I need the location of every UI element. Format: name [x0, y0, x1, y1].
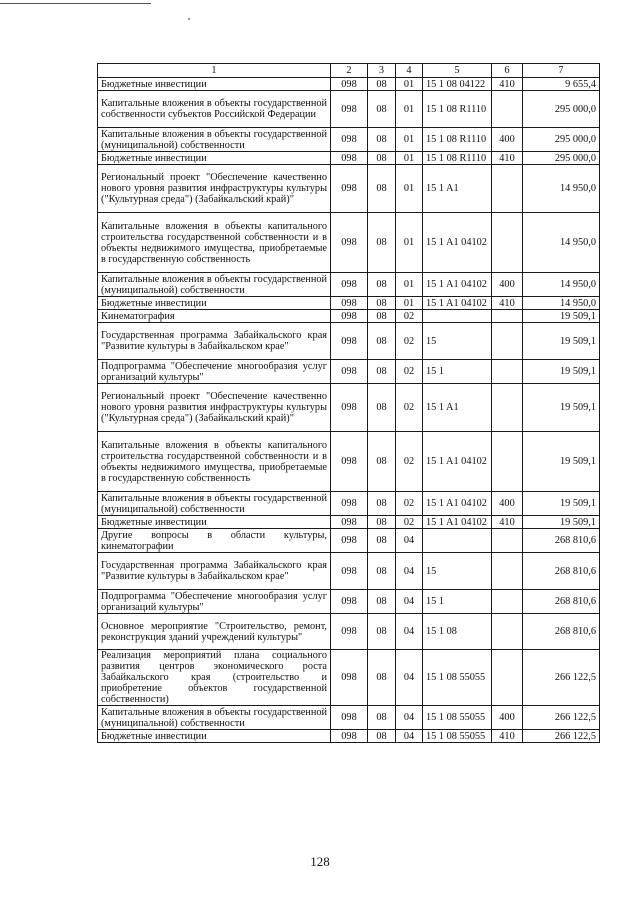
amount-cell: 268 810,6 — [523, 614, 600, 650]
target-article-cell: 15 1 A1 04102 — [423, 432, 492, 492]
target-article-cell: 15 1 A1 04102 — [423, 492, 492, 516]
expense-type-cell — [492, 650, 523, 706]
grbs-code-cell: 098 — [331, 492, 368, 516]
table-row — [98, 128, 600, 152]
expense-type-cell — [492, 384, 523, 432]
subsection-code-cell: 01 — [396, 165, 423, 213]
grbs-code-cell: 098 — [331, 516, 368, 529]
header-cell: 5 — [423, 64, 492, 78]
amount-cell: 268 810,6 — [523, 553, 600, 590]
grbs-code-cell: 098 — [331, 614, 368, 650]
row-name-cell: Бюджетные инвестиции — [98, 78, 331, 91]
grbs-code-cell: 098 — [331, 165, 368, 213]
table-row — [98, 590, 600, 614]
amount-cell: 266 122,5 — [523, 706, 600, 730]
amount-cell: 19 509,1 — [523, 384, 600, 432]
row-name-cell: Капитальные вложения в объекты государственной (муниципальной) собственности — [98, 492, 331, 516]
expense-type-cell — [492, 310, 523, 323]
table-row — [98, 384, 600, 432]
table-row — [98, 553, 600, 590]
table-row — [98, 310, 600, 323]
subsection-code-cell: 04 — [396, 706, 423, 730]
section-code-cell: 08 — [368, 91, 396, 128]
grbs-code-cell: 098 — [331, 297, 368, 310]
expense-type-cell — [492, 165, 523, 213]
expense-type-cell — [492, 323, 523, 360]
row-name-cell: Реализация мероприятий плана социального развития центров экономического роста Забайкальского края (строительство и приобретение объектов государственной собственности) — [98, 650, 331, 706]
amount-cell: 295 000,0 — [523, 91, 600, 128]
row-name-cell: Капитальные вложения в объекты государственной (муниципальной) собственности — [98, 273, 331, 297]
grbs-code-cell: 098 — [331, 323, 368, 360]
row-name-cell: Подпрограмма "Обеспечение многообразия услуг организаций культуры" — [98, 360, 331, 384]
section-code-cell: 08 — [368, 590, 396, 614]
section-code-cell: 08 — [368, 78, 396, 91]
expense-type-cell: 410 — [492, 297, 523, 310]
section-code-cell: 08 — [368, 492, 396, 516]
table-row — [98, 360, 600, 384]
subsection-code-cell: 04 — [396, 650, 423, 706]
subsection-code-cell: 01 — [396, 78, 423, 91]
target-article-cell: 15 1 08 R1110 — [423, 128, 492, 152]
table-row — [98, 91, 600, 128]
target-article-cell: 15 1 08 R1110 — [423, 152, 492, 165]
target-article-cell: 15 1 A1 04102 — [423, 273, 492, 297]
row-name-cell: Региональный проект "Обеспечение качественно нового уровня развития инфраструктуры культуры ("Культурная среда") (Забайкальский край)" — [98, 384, 331, 432]
subsection-code-cell: 04 — [396, 529, 423, 553]
expense-type-cell — [492, 529, 523, 553]
table-row — [98, 78, 600, 91]
subsection-code-cell: 04 — [396, 590, 423, 614]
subsection-code-cell: 04 — [396, 730, 423, 743]
table-row — [98, 529, 600, 553]
row-name-cell: Капитальные вложения в объекты капитального строительства государственной собственности и в объекты недвижимого имущества, приобретаемые в государственную собственность — [98, 432, 331, 492]
grbs-code-cell: 098 — [331, 360, 368, 384]
row-name-cell: Бюджетные инвестиции — [98, 730, 331, 743]
subsection-code-cell: 02 — [396, 360, 423, 384]
grbs-code-cell: 098 — [331, 590, 368, 614]
section-code-cell: 08 — [368, 213, 396, 273]
subsection-code-cell: 02 — [396, 384, 423, 432]
row-name-cell: Основное мероприятие "Строительство, ремонт, реконструкция зданий учреждений культуры" — [98, 614, 331, 650]
table-row — [98, 213, 600, 273]
table-row — [98, 432, 600, 492]
grbs-code-cell: 098 — [331, 730, 368, 743]
header-cell: 1 — [98, 64, 331, 78]
header-cell: 6 — [492, 64, 523, 78]
expense-type-cell: 400 — [492, 128, 523, 152]
amount-cell: 19 509,1 — [523, 492, 600, 516]
amount-cell: 9 655,4 — [523, 78, 600, 91]
row-name-cell: Капитальные вложения в объекты капитального строительства государственной собственности и в объекты недвижимого имущества, приобретаемые в государственную собственность — [98, 213, 331, 273]
expense-type-cell: 400 — [492, 492, 523, 516]
section-code-cell: 08 — [368, 273, 396, 297]
section-code-cell: 08 — [368, 432, 396, 492]
page-number: 128 — [310, 854, 330, 869]
grbs-code-cell: 098 — [331, 553, 368, 590]
section-code-cell: 08 — [368, 614, 396, 650]
expense-type-cell — [492, 590, 523, 614]
row-name-cell: Кинематография — [98, 310, 331, 323]
table-row — [98, 297, 600, 310]
section-code-cell: 08 — [368, 310, 396, 323]
expense-type-cell: 410 — [492, 152, 523, 165]
row-name-cell: Государственная программа Забайкальского края "Развитие культуры в Забайкальском крае" — [98, 323, 331, 360]
expense-type-cell — [492, 614, 523, 650]
section-code-cell: 08 — [368, 360, 396, 384]
row-name-cell: Бюджетные инвестиции — [98, 152, 331, 165]
row-name-cell: Другие вопросы в области культуры, кинематографии — [98, 529, 331, 553]
subsection-code-cell: 01 — [396, 213, 423, 273]
amount-cell: 19 509,1 — [523, 516, 600, 529]
table-row — [98, 273, 600, 297]
expense-type-cell — [492, 553, 523, 590]
expense-type-cell: 410 — [492, 78, 523, 91]
grbs-code-cell: 098 — [331, 384, 368, 432]
grbs-code-cell: 098 — [331, 310, 368, 323]
section-code-cell: 08 — [368, 152, 396, 165]
grbs-code-cell: 098 — [331, 128, 368, 152]
subsection-code-cell: 02 — [396, 516, 423, 529]
target-article-cell: 15 1 A1 04102 — [423, 516, 492, 529]
table-row — [98, 650, 600, 706]
section-code-cell: 08 — [368, 128, 396, 152]
grbs-code-cell: 098 — [331, 91, 368, 128]
target-article-cell: 15 1 A1 04102 — [423, 297, 492, 310]
header-cell: 3 — [368, 64, 396, 78]
row-name-cell: Региональный проект "Обеспечение качественно нового уровня развития инфраструктуры культуры ("Культурная среда") (Забайкальский край)" — [98, 165, 331, 213]
subsection-code-cell: 02 — [396, 323, 423, 360]
grbs-code-cell: 098 — [331, 273, 368, 297]
subsection-code-cell: 02 — [396, 432, 423, 492]
grbs-code-cell: 098 — [331, 650, 368, 706]
row-name-cell: Капитальные вложения в объекты государственной собственности субъектов Российской Федерации — [98, 91, 331, 128]
amount-cell: 266 122,5 — [523, 650, 600, 706]
target-article-cell: 15 1 — [423, 360, 492, 384]
amount-cell: 19 509,1 — [523, 323, 600, 360]
table-row — [98, 706, 600, 730]
amount-cell: 266 122,5 — [523, 730, 600, 743]
amount-cell: 19 509,1 — [523, 310, 600, 323]
target-article-cell: 15 — [423, 553, 492, 590]
table-row — [98, 165, 600, 213]
subsection-code-cell: 02 — [396, 492, 423, 516]
subsection-code-cell: 01 — [396, 128, 423, 152]
row-name-cell: Капитальные вложения в объекты государственной (муниципальной) собственности — [98, 706, 331, 730]
scan-speck — [188, 18, 190, 20]
section-code-cell: 08 — [368, 706, 396, 730]
amount-cell: 14 950,0 — [523, 213, 600, 273]
amount-cell: 14 950,0 — [523, 297, 600, 310]
target-article-cell: 15 1 08 R1110 — [423, 91, 492, 128]
section-code-cell: 08 — [368, 553, 396, 590]
table-row — [98, 152, 600, 165]
grbs-code-cell: 098 — [331, 152, 368, 165]
section-code-cell: 08 — [368, 730, 396, 743]
amount-cell: 19 509,1 — [523, 360, 600, 384]
header-cell: 7 — [523, 64, 600, 78]
target-article-cell: 15 1 08 55055 — [423, 650, 492, 706]
grbs-code-cell: 098 — [331, 432, 368, 492]
target-article-cell — [423, 529, 492, 553]
section-code-cell: 08 — [368, 297, 396, 310]
table-row — [98, 323, 600, 360]
subsection-code-cell: 04 — [396, 553, 423, 590]
section-code-cell: 08 — [368, 384, 396, 432]
amount-cell: 268 810,6 — [523, 529, 600, 553]
subsection-code-cell: 01 — [396, 297, 423, 310]
target-article-cell: 15 1 08 55055 — [423, 706, 492, 730]
header-cell: 4 — [396, 64, 423, 78]
subsection-code-cell: 01 — [396, 152, 423, 165]
target-article-cell: 15 1 A1 — [423, 384, 492, 432]
table-row — [98, 516, 600, 529]
header-cell: 2 — [331, 64, 368, 78]
row-name-cell: Подпрограмма "Обеспечение многообразия услуг организаций культуры" — [98, 590, 331, 614]
grbs-code-cell: 098 — [331, 78, 368, 91]
amount-cell: 295 000,0 — [523, 128, 600, 152]
subsection-code-cell: 01 — [396, 91, 423, 128]
target-article-cell: 15 1 08 55055 — [423, 730, 492, 743]
subsection-code-cell: 01 — [396, 273, 423, 297]
amount-cell: 268 810,6 — [523, 590, 600, 614]
expense-type-cell: 410 — [492, 730, 523, 743]
row-name-cell: Государственная программа Забайкальского края "Развитие культуры в Забайкальском крае" — [98, 553, 331, 590]
expense-type-cell: 410 — [492, 516, 523, 529]
scan-edge-line — [0, 3, 151, 4]
row-name-cell: Капитальные вложения в объекты государственной (муниципальной) собственности — [98, 128, 331, 152]
expense-type-cell: 400 — [492, 706, 523, 730]
table-row — [98, 614, 600, 650]
row-name-cell: Бюджетные инвестиции — [98, 516, 331, 529]
target-article-cell: 15 1 08 — [423, 614, 492, 650]
expense-type-cell: 400 — [492, 273, 523, 297]
subsection-code-cell: 02 — [396, 310, 423, 323]
expense-type-cell — [492, 213, 523, 273]
amount-cell: 14 950,0 — [523, 273, 600, 297]
target-article-cell: 15 — [423, 323, 492, 360]
section-code-cell: 08 — [368, 323, 396, 360]
section-code-cell: 08 — [368, 529, 396, 553]
section-code-cell: 08 — [368, 165, 396, 213]
expense-type-cell — [492, 432, 523, 492]
target-article-cell: 15 1 A1 — [423, 165, 492, 213]
table-row — [98, 730, 600, 743]
table-row — [98, 492, 600, 516]
expense-type-cell — [492, 360, 523, 384]
amount-cell: 19 509,1 — [523, 432, 600, 492]
grbs-code-cell: 098 — [331, 529, 368, 553]
amount-cell: 295 000,0 — [523, 152, 600, 165]
budget-table — [97, 63, 600, 743]
subsection-code-cell: 04 — [396, 614, 423, 650]
header-row — [98, 64, 600, 78]
grbs-code-cell: 098 — [331, 706, 368, 730]
section-code-cell: 08 — [368, 516, 396, 529]
target-article-cell: 15 1 — [423, 590, 492, 614]
expense-type-cell — [492, 91, 523, 128]
target-article-cell: 15 1 08 04122 — [423, 78, 492, 91]
target-article-cell — [423, 310, 492, 323]
target-article-cell: 15 1 A1 04102 — [423, 213, 492, 273]
section-code-cell: 08 — [368, 650, 396, 706]
amount-cell: 14 950,0 — [523, 165, 600, 213]
row-name-cell: Бюджетные инвестиции — [98, 297, 331, 310]
grbs-code-cell: 098 — [331, 213, 368, 273]
